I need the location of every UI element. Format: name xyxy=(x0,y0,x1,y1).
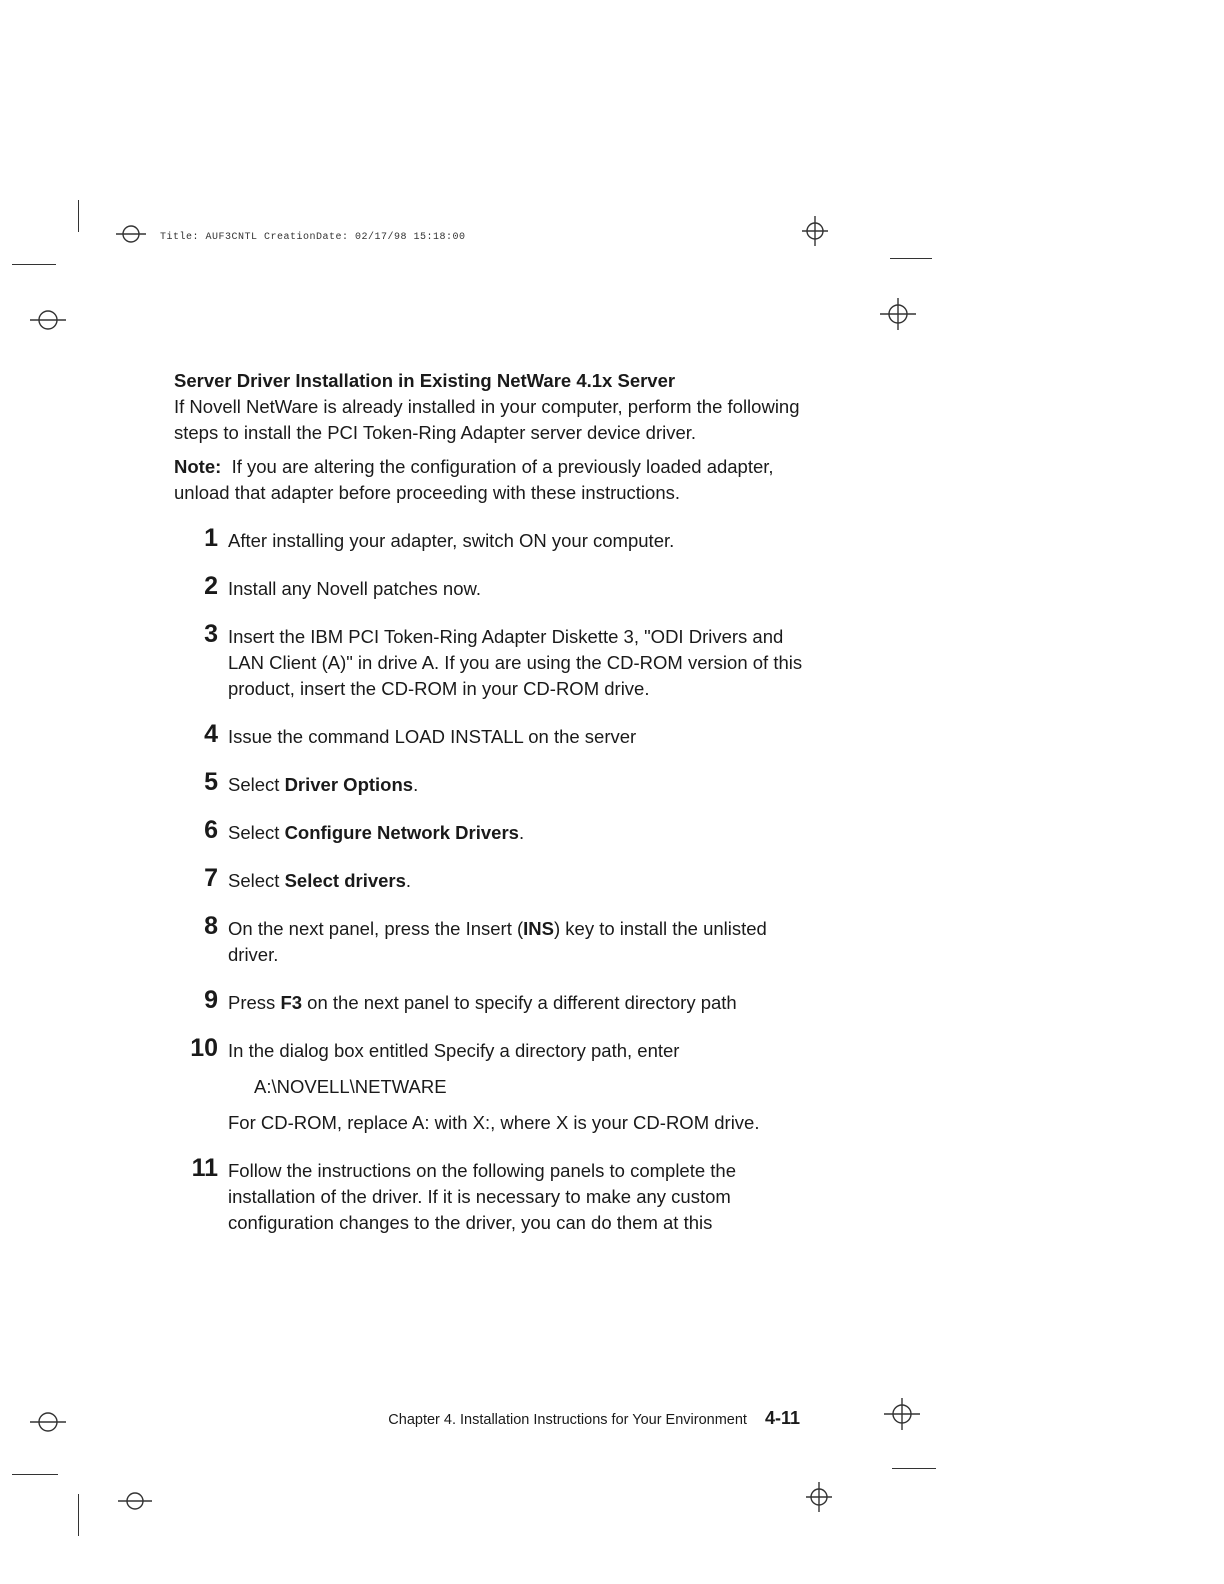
step-text: On the next panel, press the Insert (INS) key to install the unlisted driver. xyxy=(228,918,767,965)
crop-rule xyxy=(12,264,56,265)
step-number: 2 xyxy=(204,572,218,600)
step-number: 8 xyxy=(204,912,218,940)
page-footer xyxy=(330,1408,800,1429)
step-list xyxy=(174,524,804,1236)
step-text: Install any Novell patches now. xyxy=(228,578,481,599)
step-number: 4 xyxy=(204,720,218,748)
step-number: 3 xyxy=(204,620,218,648)
registration-mark-icon xyxy=(798,216,832,246)
step-text: After installing your adapter, switch ON your computer. xyxy=(228,530,675,551)
list-item xyxy=(174,1034,804,1136)
list-item xyxy=(174,912,804,968)
crop-rule xyxy=(890,258,932,259)
step-text: Issue the command LOAD INSTALL on the server xyxy=(228,726,637,747)
step-text: Insert the IBM PCI Token-Ring Adapter Diskette 3, "ODI Drivers and LAN Client (A)" in drive A. If you are using the CD-ROM version of this product, insert the CD-ROM in your CD-ROM drive. xyxy=(228,626,803,699)
registration-mark-icon xyxy=(880,298,916,330)
list-item xyxy=(174,986,804,1016)
step-emphasis: Driver Options xyxy=(284,774,414,795)
note-label: Note: xyxy=(174,456,222,477)
list-item xyxy=(174,720,804,750)
step-emphasis: Select drivers xyxy=(284,870,406,891)
page-content xyxy=(174,368,804,1258)
directory-path: A:\NOVELL\NETWARE xyxy=(254,1076,447,1097)
footer-chapter: Chapter 4. Installation Instructions for Your Environment xyxy=(388,1412,747,1428)
intro-paragraph: If Novell NetWare is already installed in your computer, perform the following steps to install the PCI Token-Ring Adapter server device driver. xyxy=(174,396,800,443)
step-number: 9 xyxy=(204,986,218,1014)
step-number: 10 xyxy=(190,1034,218,1062)
crop-rule xyxy=(78,1494,79,1536)
list-item xyxy=(174,572,804,602)
registration-mark-icon xyxy=(118,1488,152,1514)
list-item xyxy=(174,1154,804,1236)
crop-rule xyxy=(12,1474,58,1475)
registration-mark-icon xyxy=(802,1482,836,1512)
list-item xyxy=(174,620,804,702)
step-number: 5 xyxy=(204,768,218,796)
step-text: Press F3 on the next panel to specify a different directory path xyxy=(228,992,737,1013)
note-text: If you are altering the configuration of a previously loaded adapter, unload that adapter before proceeding with these instructions. xyxy=(174,456,774,503)
step-emphasis: INS xyxy=(523,918,554,939)
step-text: Select Configure Network Drivers. xyxy=(228,822,525,843)
list-item xyxy=(174,768,804,798)
registration-mark-icon xyxy=(30,306,66,334)
list-item xyxy=(174,864,804,894)
list-item xyxy=(174,524,804,554)
step-text: Follow the instructions on the following panels to complete the installation of the driver. If it is necessary to make any custom configuration changes to the driver, you can do them at this xyxy=(228,1160,737,1233)
page-number: 4-11 xyxy=(764,1408,800,1428)
registration-mark-icon xyxy=(884,1398,920,1430)
print-header: Title: AUF3CNTL CreationDate: 02/17/98 15:18:00 xyxy=(160,232,466,243)
registration-mark-icon xyxy=(30,1408,66,1436)
step-emphasis: F3 xyxy=(280,992,303,1013)
step-text: Select Driver Options. xyxy=(228,774,419,795)
step-emphasis: Configure Network Drivers xyxy=(284,822,519,843)
step-text: In the dialog box entitled Specify a directory path, enter A:\NOVELL\NETWARE For CD-ROM, replace A: with X:, where X is your CD-ROM drive. xyxy=(228,1038,804,1136)
step-text: Select Select drivers. xyxy=(228,870,412,891)
step-number: 7 xyxy=(204,864,218,892)
step-number: 6 xyxy=(204,816,218,844)
list-item xyxy=(174,816,804,846)
step-number: 1 xyxy=(204,524,218,552)
note-paragraph xyxy=(174,454,804,506)
registration-mark-icon xyxy=(116,222,146,246)
section-title: Server Driver Installation in Existing NetWare 4.1x Server xyxy=(174,370,676,391)
crop-rule xyxy=(892,1468,936,1469)
crop-rule xyxy=(78,200,79,232)
step-number: 11 xyxy=(191,1154,218,1182)
